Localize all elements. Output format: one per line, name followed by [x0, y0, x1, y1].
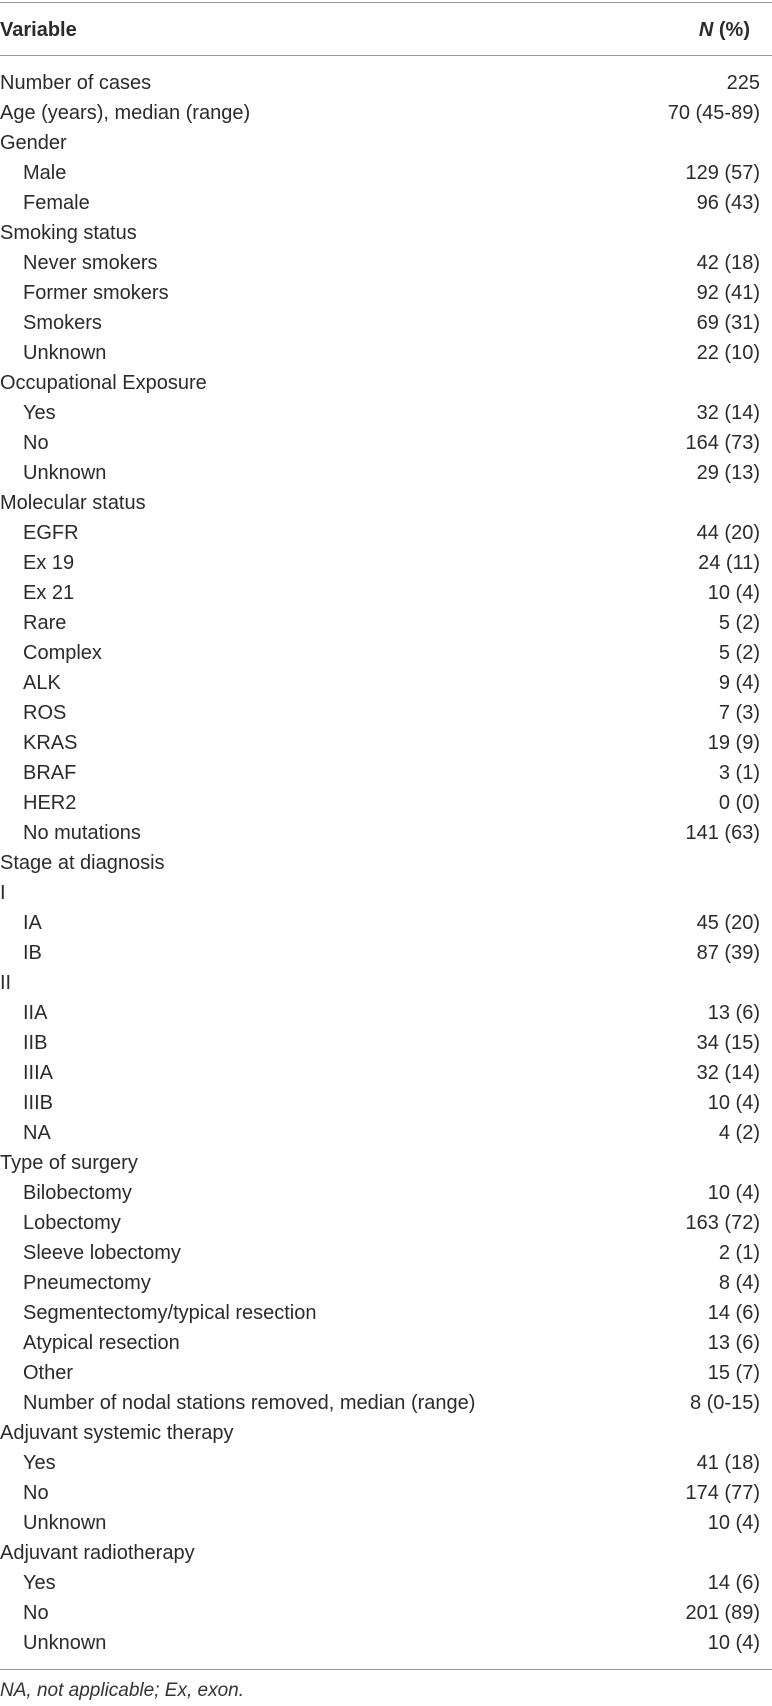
- table-row: [0, 1028, 772, 1058]
- row-label: Former smokers: [23, 282, 169, 304]
- row-label: Rare: [23, 612, 67, 634]
- row-value: 15 (7): [707, 1362, 760, 1384]
- row-label: Bilobectomy: [23, 1182, 132, 1204]
- row-value: 41 (18): [696, 1452, 760, 1474]
- table-row: [0, 938, 772, 968]
- table-row: [0, 1238, 772, 1268]
- row-value: 5 (2): [718, 612, 760, 634]
- row-value: 9 (4): [718, 672, 760, 694]
- table-row: [0, 158, 772, 188]
- table-row: [0, 248, 772, 278]
- row-label: Pneumectomy: [23, 1272, 151, 1294]
- row-label: Adjuvant radiotherapy: [0, 1542, 195, 1564]
- table-row: [0, 1268, 772, 1298]
- table-row: [0, 638, 772, 668]
- table-row: [0, 1478, 772, 1508]
- table-row: [0, 578, 772, 608]
- table-row: [0, 1328, 772, 1358]
- table-row: [0, 1418, 772, 1448]
- row-label: Sleeve lobectomy: [23, 1242, 181, 1264]
- row-value: 2 (1): [718, 1242, 760, 1264]
- table-row: [0, 668, 772, 698]
- row-label: Unknown: [23, 462, 107, 484]
- row-label: II: [0, 972, 12, 994]
- row-label: Ex 19: [23, 552, 75, 574]
- table-body: [0, 68, 772, 1658]
- row-value: 8 (4): [718, 1272, 760, 1294]
- row-value: 174 (77): [685, 1482, 760, 1504]
- row-label: Adjuvant systemic therapy: [0, 1422, 234, 1444]
- row-value: 10 (4): [707, 1632, 760, 1654]
- table-row: [0, 428, 772, 458]
- row-value: 129 (57): [685, 162, 760, 184]
- table-row: [0, 698, 772, 728]
- table-row: [0, 1148, 772, 1178]
- row-label: Age (years), median (range): [0, 102, 251, 124]
- row-label: Lobectomy: [23, 1212, 121, 1234]
- header-variable: Variable: [0, 19, 77, 41]
- row-label: IIA: [23, 1002, 48, 1024]
- row-label: Number of nodal stations removed, median (range): [23, 1392, 476, 1414]
- row-label: Smoking status: [0, 222, 137, 244]
- table-row: [0, 848, 772, 878]
- row-value: 32 (14): [696, 1062, 760, 1084]
- row-label: Yes: [23, 1572, 56, 1594]
- row-label: Ex 21: [23, 582, 75, 604]
- row-label: Segmentectomy/typical resection: [23, 1302, 317, 1324]
- table-row: [0, 1058, 772, 1088]
- row-value: 0 (0): [718, 792, 760, 814]
- table-footnote: NA, not applicable; Ex, exon.: [0, 1680, 244, 1701]
- table-row: [0, 1118, 772, 1148]
- row-value: 8 (0-15): [689, 1392, 760, 1414]
- row-label: IB: [23, 942, 42, 964]
- row-value: 164 (73): [685, 432, 760, 454]
- row-label: No: [23, 1602, 49, 1624]
- row-label: Unknown: [23, 1632, 107, 1654]
- table-row: [0, 1568, 772, 1598]
- table-row: [0, 1088, 772, 1118]
- table-row: [0, 818, 772, 848]
- row-label: Yes: [23, 1452, 56, 1474]
- row-label: IA: [23, 912, 42, 934]
- table-row: [0, 1598, 772, 1628]
- table-row: [0, 488, 772, 518]
- row-label: Atypical resection: [23, 1332, 180, 1354]
- header-n-percent: [699, 19, 750, 42]
- table-row: [0, 1208, 772, 1238]
- row-label: Male: [23, 162, 67, 184]
- table-row: [0, 188, 772, 218]
- row-value: 87 (39): [696, 942, 760, 964]
- row-label: EGFR: [23, 522, 79, 544]
- row-value: 201 (89): [685, 1602, 760, 1624]
- table-row: [0, 278, 772, 308]
- row-label: Never smokers: [23, 252, 158, 274]
- row-value: 44 (20): [696, 522, 760, 544]
- table-row: [0, 1508, 772, 1538]
- table-row: [0, 548, 772, 578]
- row-label: KRAS: [23, 732, 78, 754]
- row-value: 22 (10): [696, 342, 760, 364]
- row-value: 141 (63): [685, 822, 760, 844]
- row-value: 7 (3): [718, 702, 760, 724]
- row-label: Type of surgery: [0, 1152, 138, 1174]
- row-label: Molecular status: [0, 492, 146, 514]
- table-row: [0, 968, 772, 998]
- row-value: 34 (15): [696, 1032, 760, 1054]
- row-value: 42 (18): [696, 252, 760, 274]
- table-row: [0, 98, 772, 128]
- table-header-rule: [0, 55, 772, 56]
- row-label: BRAF: [23, 762, 77, 784]
- row-label: IIIA: [23, 1062, 54, 1084]
- row-value: 13 (6): [707, 1002, 760, 1024]
- row-label: Stage at diagnosis: [0, 852, 165, 874]
- table-row: [0, 128, 772, 158]
- row-label: Other: [23, 1362, 74, 1384]
- table-row: [0, 218, 772, 248]
- table-row: [0, 518, 772, 548]
- table-bottom-rule: [0, 1669, 772, 1670]
- row-label: Complex: [23, 642, 102, 664]
- row-value: 163 (72): [685, 1212, 760, 1234]
- row-label: IIB: [23, 1032, 48, 1054]
- row-label: Smokers: [23, 312, 102, 334]
- header-n: N: [698, 19, 714, 41]
- row-label: HER2: [23, 792, 77, 814]
- row-value: 10 (4): [707, 1092, 760, 1114]
- table-row: [0, 368, 772, 398]
- row-value: 10 (4): [707, 1512, 760, 1534]
- table-row: [0, 1388, 772, 1418]
- row-label: IIIB: [23, 1092, 54, 1114]
- row-value: 45 (20): [696, 912, 760, 934]
- row-value: 13 (6): [707, 1332, 760, 1354]
- row-label: Female: [23, 192, 90, 214]
- row-value: 14 (6): [707, 1572, 760, 1594]
- table-row: [0, 998, 772, 1028]
- table-row: [0, 1448, 772, 1478]
- table-row: [0, 1538, 772, 1568]
- row-label: Gender: [0, 132, 67, 154]
- row-label: I: [0, 882, 6, 904]
- row-value: 69 (31): [696, 312, 760, 334]
- row-value: 70 (45-89): [667, 102, 760, 124]
- row-label: NA: [23, 1122, 51, 1144]
- row-value: 3 (1): [718, 762, 760, 784]
- table-row: [0, 1178, 772, 1208]
- row-label: Yes: [23, 402, 56, 424]
- row-value: 225: [726, 72, 760, 94]
- row-label: Number of cases: [0, 72, 152, 94]
- row-label: No mutations: [23, 822, 141, 844]
- row-label: ALK: [23, 672, 61, 694]
- row-value: 4 (2): [718, 1122, 760, 1144]
- row-label: Occupational Exposure: [0, 372, 207, 394]
- row-label: No: [23, 1482, 49, 1504]
- table-row: [0, 1358, 772, 1388]
- table-row: [0, 878, 772, 908]
- row-label: ROS: [23, 702, 67, 724]
- row-value: 29 (13): [696, 462, 760, 484]
- row-value: 24 (11): [698, 552, 760, 574]
- row-value: 32 (14): [696, 402, 760, 424]
- table-row: [0, 398, 772, 428]
- row-value: 10 (4): [707, 1182, 760, 1204]
- header-pct: (%): [713, 19, 750, 41]
- table-row: [0, 788, 772, 818]
- table-row: [0, 728, 772, 758]
- row-value: 14 (6): [707, 1302, 760, 1324]
- table-row: [0, 758, 772, 788]
- row-value: 19 (9): [707, 732, 760, 754]
- table-row: [0, 308, 772, 338]
- row-value: 96 (43): [696, 192, 760, 214]
- table-row: [0, 1628, 772, 1658]
- table-row: [0, 458, 772, 488]
- row-value: 5 (2): [718, 642, 760, 664]
- table-row: [0, 908, 772, 938]
- table-row: [0, 68, 772, 98]
- table-row: [0, 338, 772, 368]
- table-header: [0, 3, 772, 55]
- row-label: Unknown: [23, 342, 107, 364]
- table-row: [0, 608, 772, 638]
- row-label: No: [23, 432, 49, 454]
- row-value: 92 (41): [696, 282, 760, 304]
- table-row: [0, 1298, 772, 1328]
- row-value: 10 (4): [707, 582, 760, 604]
- row-label: Unknown: [23, 1512, 107, 1534]
